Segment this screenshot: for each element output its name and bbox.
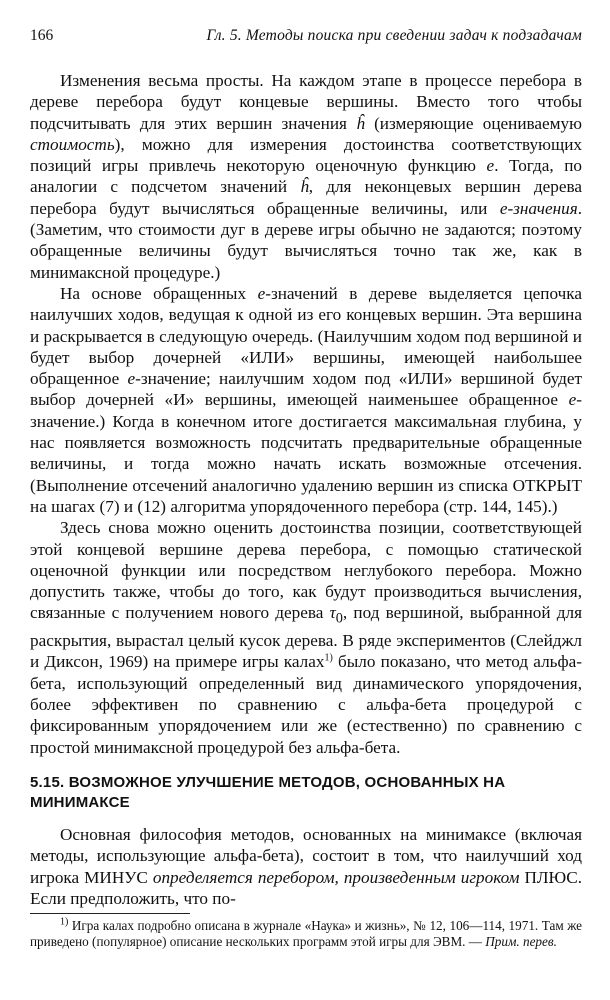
- footnote: [30, 918, 582, 950]
- text-run: Изменения весьма просты. На каждом этапе в процессе перебора в дереве перебора будут концевые вершины. Вместо того чтобы подсчитывать для этих вершин значения: [30, 71, 582, 133]
- paragraph-2: [30, 283, 582, 517]
- footnote-rule: [30, 913, 190, 914]
- symbol-h-hat: ĥ: [356, 113, 365, 133]
- italic-phrase: определяется перебором, произведенным игроком: [152, 867, 520, 887]
- running-header: [30, 27, 582, 47]
- text-run: На основе обращенных: [60, 283, 258, 303]
- italic-term: стоимость: [30, 134, 115, 154]
- text-run: ПЛЮС. Если предположить, что по-: [30, 867, 582, 908]
- paragraph-4: [30, 824, 582, 909]
- text-run: ), можно для измерения достоинства соответствующих позиций игры привлечь некоторую оценочную функцию: [30, 134, 582, 176]
- text-run: . Тогда, по аналогии с подсчетом значений: [30, 156, 582, 197]
- footnote-translator-note: Прим. перев.: [485, 934, 557, 949]
- footnote-marker: 1): [324, 652, 333, 664]
- text-run: , под вершиной, выбранной для раскрытия, вырастал целый кусок дерева. В ряде экспериментов (Слейджл и Диксон, 1969) на примере игры калах: [30, 603, 582, 672]
- symbol-tau: τ: [329, 603, 336, 623]
- footnote-area: [30, 913, 582, 950]
- page-number: 166: [30, 27, 54, 44]
- paragraph-1: [30, 70, 582, 283]
- text-run: -значение.) Когда в конечном итоге достигается максимальная глубина, у нас появляется возможность подсчитать предварительные обращенные величины, и тогда можно начать искать возможные отсечения. (Выполнение отсечений аналогично удалению вершин из списка ОТКРЫТ на шагах (7) и (12) алгоритма упорядоченного перебора (стр. 144, 145).): [30, 390, 582, 516]
- text-run: , для неконцевых вершин дерева перебора будут вычисляться обращенные величины, или: [30, 177, 583, 218]
- italic-term: e-значения: [499, 198, 578, 218]
- footnote-text: Игра калах подробно описана в журнале «Наука» и жизнь», № 12, 106—114, 1971. Там же приведено (популярное) описание нескольких программ этой игры для ЭВМ. —: [30, 918, 582, 949]
- paragraph-3: [30, 517, 582, 758]
- section-heading: 5.15. ВОЗМОЖНОЕ УЛУЧШЕНИЕ МЕТОДОВ, ОСНОВАННЫХ НА МИНИМАКСЕ: [30, 773, 506, 811]
- text-run: было показано, что метод альфа-бета, использующий определенный вид динамического упорядочения, более эффективен по сравнению с альфа-бета процедурой с фиксированным упорядочением или же (естественно) по сравнению с простой минимаксной процедурой без альфа-бета.: [30, 652, 582, 757]
- text-run: Здесь снова можно оценить достоинства позиции, соответствующей этой концевой вершине дерева перебора, с помощью статической оценочной функции или посредством неглубокого перебора. Можно допустить также, чтобы до того, как будут производиться вычисления, связанные с получением нового дерева: [30, 518, 582, 623]
- text-run: -значение; наилучшим ходом под «ИЛИ» вершиной будет выбор дочерней «И» вершины, имеющей наименьшее обращенное: [30, 369, 582, 410]
- body-text: [30, 70, 582, 909]
- symbol-h-hat: ĥ: [300, 177, 309, 197]
- text-run: (измеряющие оцениваемую: [364, 113, 582, 133]
- symbol-e: e: [568, 390, 577, 410]
- text-run: Основная философия методов, основанных на минимаксе (включая методы, использующие альфа-бета), состоит в том, что наилучший ход игрока МИНУС: [30, 824, 582, 887]
- text-run: . (Заметим, что стоимости дуг в дереве игры обычно не задаются; поэтому обращенные величины будут вычисляться точно так же, как в минимаксной процедуре.): [30, 198, 582, 282]
- symbol-e: e: [127, 369, 136, 389]
- footnote-marker: 1): [60, 916, 69, 928]
- subscript: 0: [335, 610, 343, 627]
- symbol-e: e: [257, 283, 266, 303]
- running-title: Гл. 5. Методы поиска при сведении задач к подзадачам: [206, 27, 582, 44]
- symbol-e: e: [486, 156, 495, 176]
- text-run: -значений в дереве выделяется цепочка наилучших ходов, ведущая к одной из его концевых вершин. Эта вершина и раскрывается в следующую очередь. (Наилучшим ходом под вершиной и будет выбор дочерней «ИЛИ» вершины, имеющей наибольшее обращенное: [30, 283, 583, 389]
